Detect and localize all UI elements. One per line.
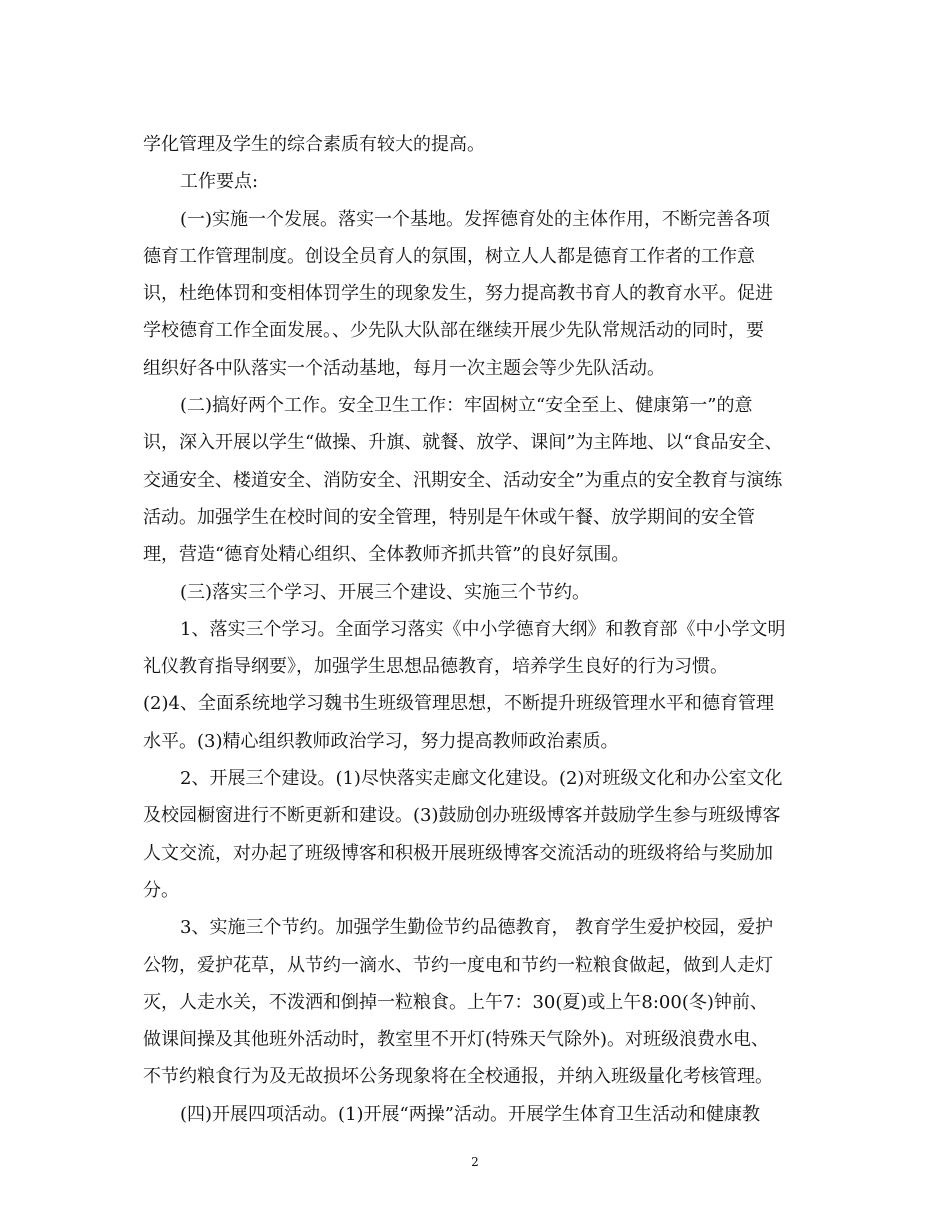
text-line: 不节约粮食行为及无故损坏公务现象将在全校通报，并纳入班级量化考核管理。 (143, 1066, 773, 1088)
text-line: 2、开展三个建设。(1)尽快落实走廊文化建设。(2)对班级文化和办公室文化 (180, 768, 783, 790)
body-text (143, 126, 809, 1133)
text-line: 交通安全、楼道安全、消防安全、汛期安全、活动安全”为重点的安全教育与演练 (143, 469, 783, 491)
text-line: 组织好各中队落实一个活动基地，每月一次主题会等少先队活动。 (143, 357, 665, 379)
text-line: 理，营造“德育处精心组织、全体教师齐抓共管”的良好氛围。 (143, 544, 630, 566)
text-line: (二)搞好两个工作。安全卫生工作：牢固树立“安全至上、健康第一”的意 (180, 395, 753, 417)
text-line: 水平。(3)精心组织教师政治学习，努力提高教师政治素质。 (143, 730, 619, 752)
text-line: 礼仪教育指导纲要》，加强学生思想品德教育，培养学生良好的行为习惯。 (143, 656, 728, 678)
text-line: 德育工作管理制度。创设全员育人的氛围，树立人人都是德育工作者的工作意 (143, 245, 755, 267)
page-number: 2 (471, 1155, 479, 1169)
text-line: 1、落实三个学习。全面学习落实《中小学德育大纲》和教育部《中小学文明 (180, 618, 786, 640)
text-line: 识，杜绝体罚和变相体罚学生的现象发生，努力提高教书育人的教育水平。促进 (143, 283, 773, 305)
text-line: 学化管理及学生的综合素质有较大的提高。 (143, 134, 485, 155)
text-line: 灭，人走水关，不泼洒和倒掉一粒粮食。上午7：30(夏)或上午8:00(冬)钟前、 (143, 991, 768, 1013)
text-line: 分。 (143, 879, 179, 901)
text-line: 及校园橱窗进行不断更新和建设。(3)鼓励创办班级博客并鼓励学生参与班级博客 (143, 805, 781, 827)
text-line: 识，深入开展以学生“做操、升旗、就餐、放学、课间”为主阵地、以“食品安全、 (143, 432, 783, 454)
text-line: 活动。加强学生在校时间的安全管理，特别是午休或午餐、放学期间的安全管 (143, 506, 755, 528)
text-line: (四)开展四项活动。(1)开展“两操”活动。开展学生体育卫生活动和健康教 (180, 1103, 760, 1125)
text-line: 人文交流，对办起了班级博客和积极开展班级博客交流活动的班级将给与奖励加 (143, 842, 773, 864)
text-line: 公物，爱护花草，从节约一滴水、节约一度电和节约一粒粮食做起，做到人走灯 (143, 954, 773, 976)
text-line: (三)落实三个学习、开展三个建设、实施三个节约。 (180, 581, 591, 603)
text-line: 学校德育工作全面发展。、少先队大队部在继续开展少先队常规活动的同时，要 (143, 320, 764, 342)
text-line: 3、实施三个节约。加强学生勤俭节约品德教育， 教育学生爱护校园，爱护 (180, 917, 774, 939)
text-line: (2)4、全面系统地学习魏书生班级管理思想，不断提升班级管理水平和德育管理 (143, 693, 774, 715)
text-line: 做课间操及其他班外活动时，教室里不开灯(特殊天气除外)。对班级浪费水电、 (143, 1029, 770, 1051)
text-line: 工作要点: (180, 171, 259, 193)
text-line: (一)实施一个发展。落实一个基地。发挥德育处的主体作用，不断完善各项 (180, 208, 771, 230)
